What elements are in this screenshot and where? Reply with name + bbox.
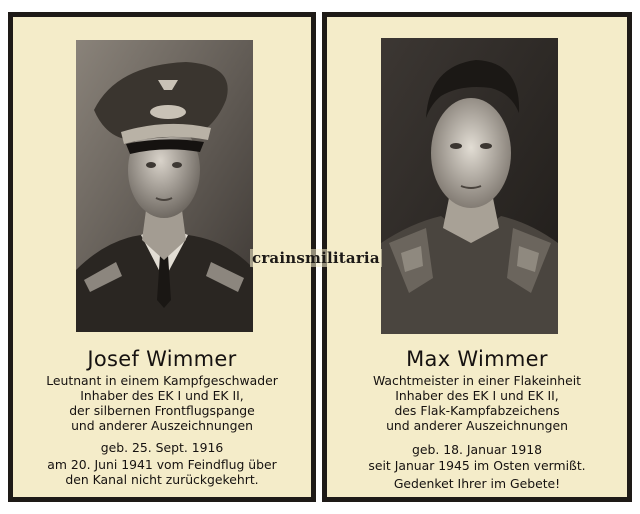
fate-line: am 20. Juni 1941 vom Feindflug über — [47, 457, 277, 472]
fate-josef — [13, 457, 311, 487]
bio-line: und anderer Auszeichnungen — [71, 418, 253, 433]
fate-max — [327, 458, 627, 473]
bio-line: der silbernen Frontflugspange — [69, 403, 255, 418]
fate-line: den Kanal nicht zurückgekehrt. — [65, 472, 259, 487]
name-heading-max: Max Wimmer — [406, 347, 548, 371]
biography-max — [327, 373, 627, 433]
fate-line: seit Januar 1945 im Osten vermißt. — [368, 458, 586, 473]
birth-date-josef — [13, 440, 311, 455]
portrait-photo-josef — [76, 40, 253, 332]
watermark-text: crainsmilitaria — [252, 249, 380, 267]
bio-line: Inhaber des EK I und EK II, — [395, 388, 559, 403]
bio-line: Wachtmeister in einer Flakeinheit — [372, 373, 582, 388]
bio-line: Leutnant in einem Kampfgeschwader — [46, 373, 278, 388]
bio-line: Inhaber des EK I und EK II, — [80, 388, 244, 403]
bio-line: des Flak-Kampfabzeichens — [394, 403, 560, 418]
biography-josef — [13, 373, 311, 433]
prayer-text: Gedenket Ihrer im Gebete! — [393, 476, 561, 491]
prayer-line-max — [327, 476, 627, 491]
name-heading-josef: Josef Wimmer — [87, 347, 237, 371]
birth-line: geb. 25. Sept. 1916 — [100, 440, 224, 455]
birth-date-max — [327, 442, 627, 457]
portrait-photo-max — [381, 38, 558, 334]
bio-line: und anderer Auszeichnungen — [386, 418, 568, 433]
birth-line: geb. 18. Januar 1918 — [412, 442, 542, 457]
